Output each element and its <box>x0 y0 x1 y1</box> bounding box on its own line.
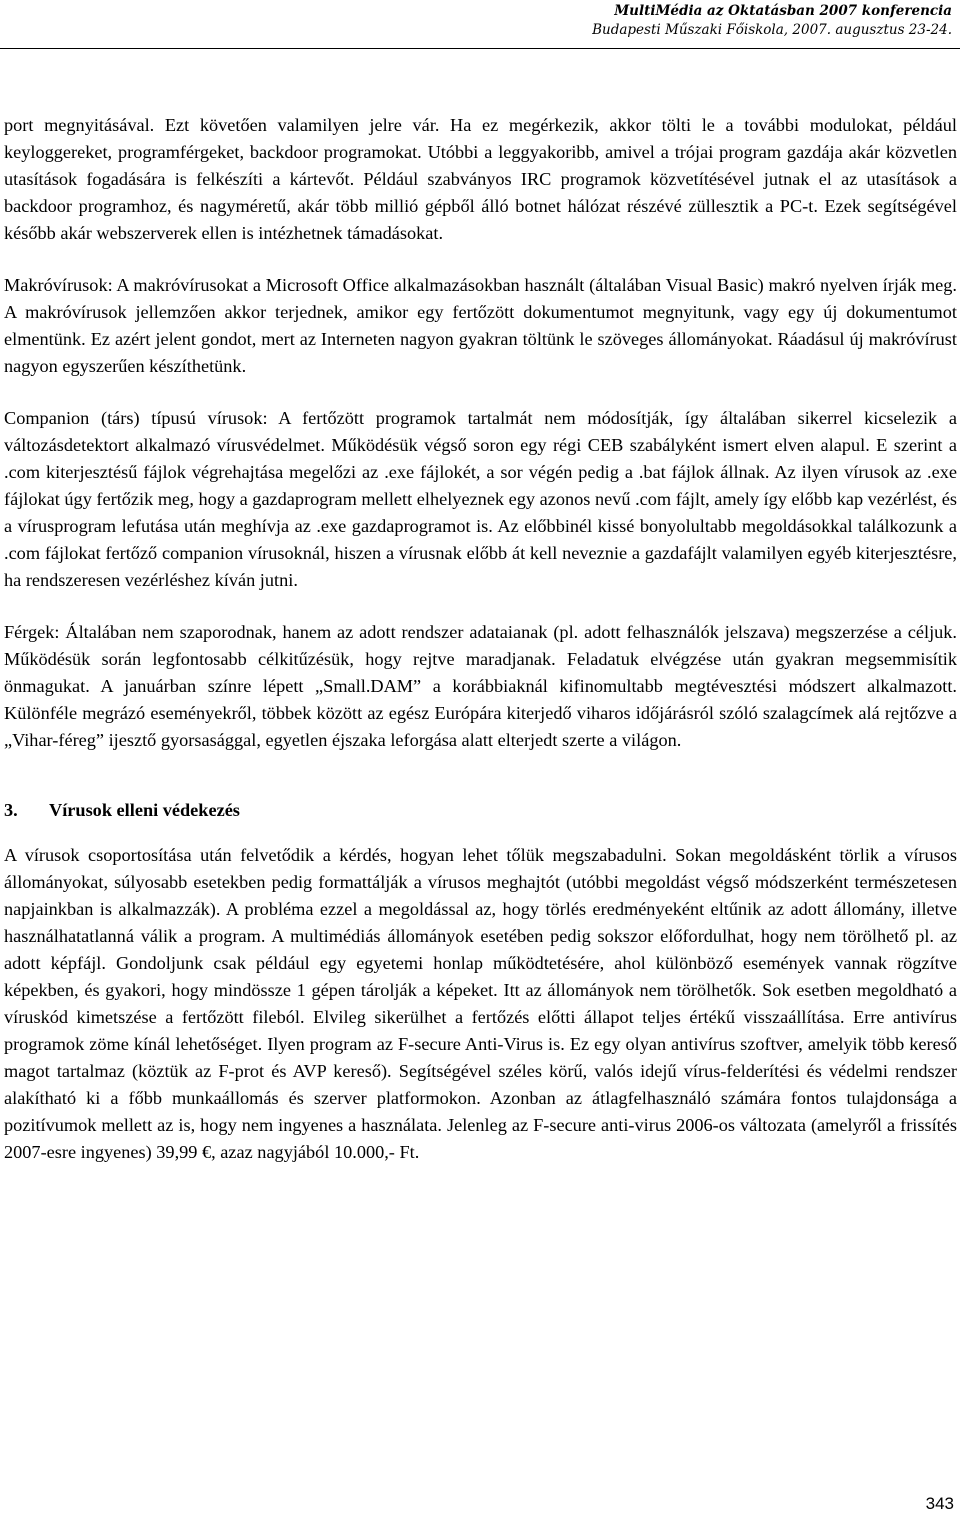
section-heading <box>4 797 957 824</box>
paragraph-worms: Férgek: Általában nem szaporodnak, hanem az adott rendszer adataianak (pl. adott felhasználók jelszava) megszerzése a céljuk. Működésük során legfontosabb célkitűzésük, hogy rejtve maradjanak. Feladatuk elvégzése után gyakran megsemmisítik önmagukat. A januárban színre lépett „Small.DAM” a korábbiaknál kifinomultabb megtévesztési módszert alkalmazott. Különféle megrázó eseményekről, többek között az egész Európára kiterjedő viharos időjárásról szóló szalagcímek alá rejtőzve a „Vihar-féreg” ijesztő gyorsasággal, egyetlen éjszaka leforgása alatt elterjedt szerte a világon. <box>4 622 957 750</box>
page-number: 343 <box>925 1494 954 1513</box>
paragraph-trojan: port megnyitásával. Ezt követően valamilyen jelre vár. Ha ez megérkezik, akkor tölti le a további modulokat, például keyloggereket, programférgeket, backdoor programokat. Utóbbi a leggyakoribb, amivel a trójai program gazdája akár közvetlen utasítások fogadására is felkészíti a kártevőt. Például szabványos IRC programok közvetítésével jutnak el az utasítások a backdoor programhoz, és nagyméretű, akár több millió gépből álló botnet hálózat részévé züllesztik a PC-t. Ezek segítségével később akár webszerverek ellen is intézhetnek támadásokat. <box>4 115 957 243</box>
conference-subtitle: Budapesti Műszaki Főiskola, 2007. augusztus 23-24. <box>592 22 952 38</box>
section-title: Vírusok elleni védekezés <box>49 800 240 820</box>
paragraph-macro-viruses: Makróvírusok: A makróvírusokat a Microsoft Office alkalmazásokban használt (általában Visual Basic) makró nyelven írják meg. A makróvírusok jellemzően akkor terjednek, amikor egy fertőzött dokumentumot megnyitunk, vagy egy új dokumentumot elmentünk. Ez azért jelent gondot, mert az Interneten nagyon gyakran töltünk le szöveges állományokat. Ráadásul új makróvírust nagyon egyszerűen készíthetünk. <box>4 275 957 376</box>
header-divider <box>0 48 960 49</box>
paragraph-protection: A vírusok csoportosítása után felvetődik a kérdés, hogyan lehet tőlük megszabadulni. Sokan megoldásként törlik a vírusos állományokat, súlyosabb esetekben pedig formattálják a vírusos meghajtót (utóbbi megoldást végső módszerként természetesen napjainkban is alkalmazzák). A probléma ezzel a megoldással az, hogy törlés eredményeként eltűnik az adott állomány, illetve használhatatlanná válik a program. A multimédiás állományok esetében pedig sokszor előfordulhat, hogy nem törölhető pl. az adott képfájl. Gondoljunk csak például egy egyetemi honlap működtetésére, ahol különböző események vannak rögzítve képekben, és gyakori, hogy mindössze 1 gépen tárolják a képeket. Itt az állományok nem törölhetők. Sok esetben megoldható a víruskód kimetszése a fertőzött fileból. Elvileg sikerülhet a fertőzés előtti állapot teljes értékű visszaállítása. Erre antivírus programok zöme kínál lehetőséget. Ilyen program az F-secure Anti-Virus is. Ez egy olyan antivírus szoftver, amelyik több kereső magot tartalmaz (köztük az F-prot és AVP kereső). Segítségével széles körű, valós idejű vírus-felderítési és védelmi rendszer alakítható ki a főbb munkaállomás és szerver platformokon. Azonban az átlagfelhasználó számára fontos tulajdonsága a pozitívumok mellett az is, hogy nem ingyenes a használata. Jelenleg az F-secure anti-virus 2006-os változata (amelyről a frissítés 2007-esre ingyenes) 39,99 €, azaz nagyjából 10.000,- Ft. <box>4 845 957 1162</box>
section-number: 3. <box>4 800 18 820</box>
conference-title: MultiMédia az Oktatásban 2007 konferencia <box>614 3 952 19</box>
paragraph-companion-viruses: Companion (társ) típusú vírusok: A fertőzött programok tartalmát nem módosítják, így általában sikerrel kicselezik a változásdetektort alkalmazó vírusvédelmet. Működésük végső soron egy régi CEB szabályként ismert elven alapul. E szerint a .com kiterjesztésű fájlok végrehajtása megelőzi az .exe fájlokét, a sor végén pedig a .bat fájlok állnak. Az ilyen vírusok az .exe fájlokat úgy fertőzik meg, hogy a gazdaprogram mellett elhelyeznek egy azonos nevű .com fájlt, amely így előbb kap vezérlést, és a vírusprogram lefutása után meghívja az .exe gazdaprogramot is. Az előbbinél kissé bonyolultabb megoldásokkal találkozunk a .com fájlokat fertőző companion vírusoknál, hiszen a vírusnak előbb át kell neveznie a gazdafájlt valamilyen egyéb kiterjesztésre, ha rendszeresen vezérléshez kíván jutni. <box>4 408 957 590</box>
page-header <box>592 2 952 40</box>
page-body <box>4 112 957 1166</box>
